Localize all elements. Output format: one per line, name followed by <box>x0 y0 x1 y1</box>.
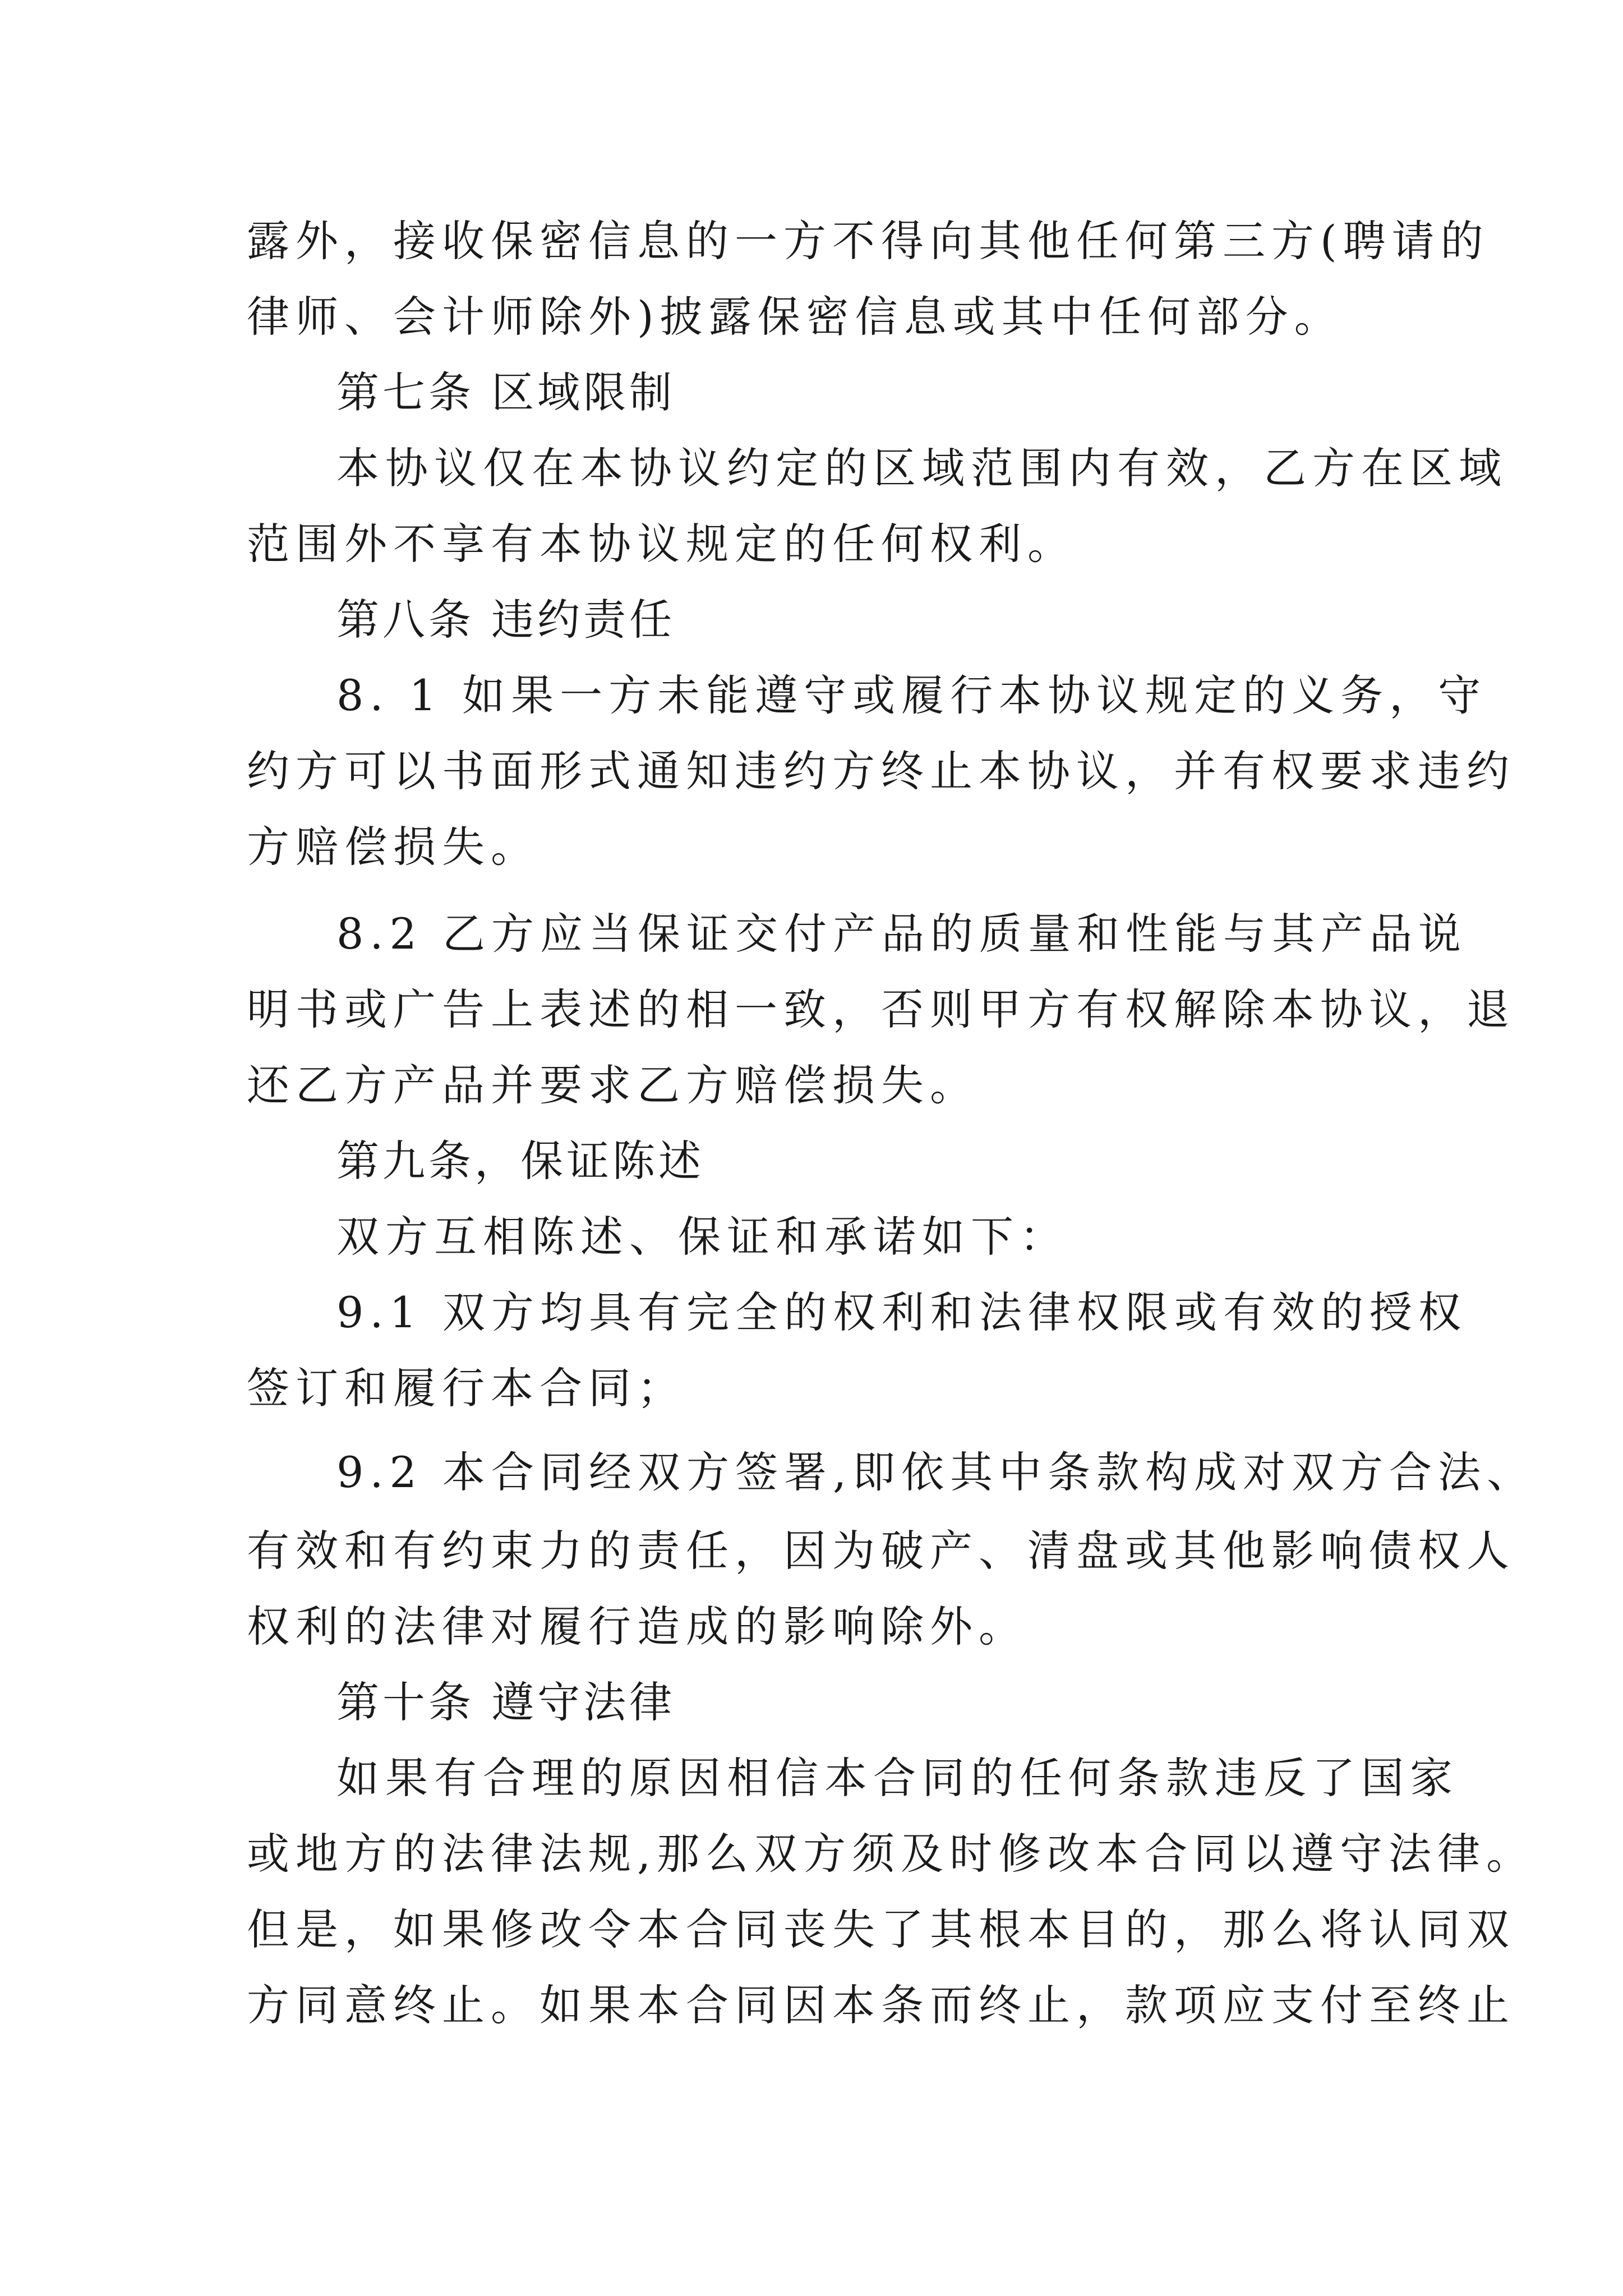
paragraph-line: 露外，接收保密信息的一方不得向其他任何第三方(聘请的 <box>247 216 1490 266</box>
paragraph-line: 约方可以书面形式通知违约方终止本协议，并有权要求违约 <box>247 746 1515 796</box>
section-heading-7: 第七条 区域限制 <box>336 367 676 417</box>
section-heading-9: 第九条，保证陈述 <box>336 1136 704 1186</box>
paragraph-line: 权利的法律对履行造成的影响除外。 <box>247 1602 1027 1651</box>
paragraph-line: 律师、会计师除外)披露保密信息或其中任何部分。 <box>247 292 1343 342</box>
paragraph-line: 方同意终止。如果本合同因本条而终止，款项应支付至终止 <box>247 1980 1515 2030</box>
paragraph-line: 本协议仅在本协议约定的区域范围内有效，乙方在区域 <box>336 443 1507 493</box>
paragraph-line: 明书或广告上表述的相一致，否则甲方有权解除本协议，退 <box>247 984 1515 1034</box>
paragraph-line: 双方互相陈述、保证和承诺如下： <box>336 1212 1068 1262</box>
clause-8-2: 8.2 乙方应当保证交付产品的质量和性能与其产品说 <box>336 909 1468 959</box>
paragraph-line: 或地方的法律法规,那么双方须及时修改本合同以遵守法律。 <box>247 1829 1536 1879</box>
paragraph-line: 方赔偿损失。 <box>247 822 540 872</box>
paragraph-line: 如果有合理的原因相信本合同的任何条款违反了国家 <box>336 1753 1459 1803</box>
section-heading-10: 第十条 遵守法律 <box>336 1677 676 1727</box>
clause-9-1: 9.1 双方均具有完全的权利和法律权限或有效的授权 <box>336 1287 1468 1337</box>
section-heading-8: 第八条 违约责任 <box>336 595 676 645</box>
paragraph-line: 有效和有约束力的责任，因为破产、清盘或其他影响债权人 <box>247 1526 1515 1576</box>
paragraph-line: 范围外不享有本协议规定的任何权利。 <box>247 519 1076 569</box>
clause-8-1: 8. 1 如果一方未能遵守或履行本协议规定的义务，守 <box>336 670 1487 720</box>
paragraph-line: 签订和履行本合同； <box>247 1363 686 1413</box>
paragraph-line: 但是，如果修改令本合同丧失了其根本目的，那么将认同双 <box>247 1904 1515 1954</box>
clause-9-2: 9.2 本合同经双方签署,即依其中条款构成对双方合法、 <box>336 1447 1536 1497</box>
paragraph-line: 还乙方产品并要求乙方赔偿损失。 <box>247 1060 979 1110</box>
